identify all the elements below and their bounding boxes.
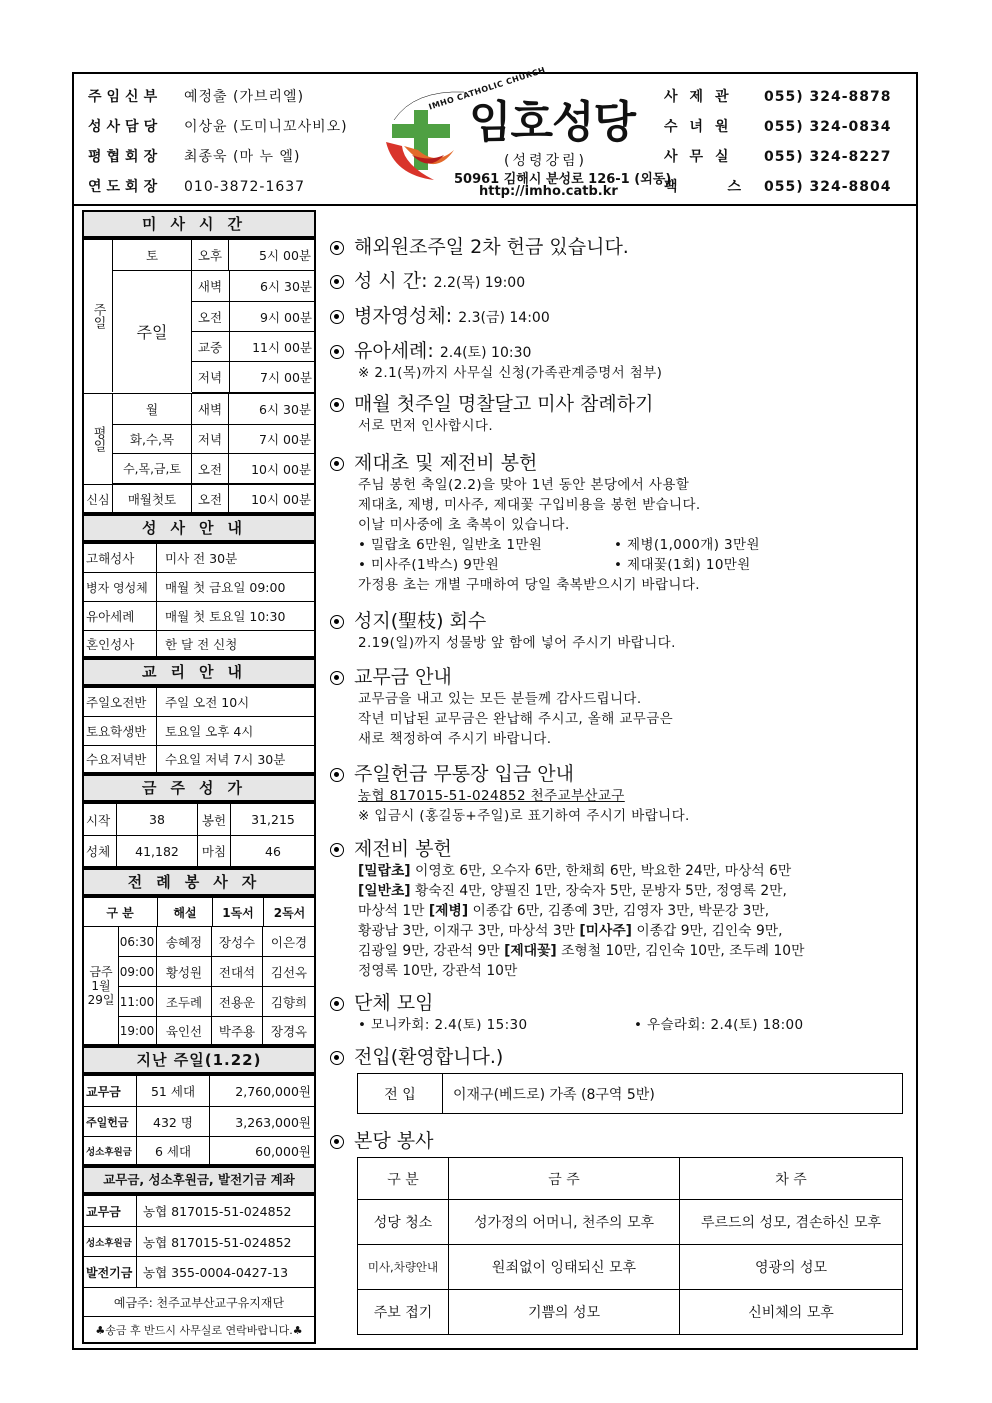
notice-row	[84, 1317, 314, 1342]
notice-title: 본당 봉사	[354, 1130, 434, 1152]
donor-line	[330, 941, 804, 961]
notice-holy-hour	[330, 266, 525, 293]
donor-list: 이영호 6만, 오수자 6만, 한채희 6만, 박요한 24만, 마상석 6만	[410, 863, 792, 879]
hymn-label: 봉헌	[197, 804, 230, 835]
sinsim-group: 신심	[84, 484, 113, 513]
contact-row	[664, 172, 892, 202]
contact-label: 사제관	[664, 89, 741, 105]
hymn-label: 마침	[197, 836, 230, 866]
sacrament-row	[84, 602, 314, 631]
service-task: 미사,차량안내	[358, 1245, 449, 1290]
contact-label: 사무실	[664, 149, 741, 165]
sacrament-label: 고해성사	[86, 551, 135, 566]
contact-value: 055) 324-8227	[764, 149, 892, 165]
sacrament-value: 미사 전 30분	[156, 544, 315, 572]
mass-hour: 9시 00분	[229, 302, 316, 331]
staff-value: 010-3872-1637	[184, 179, 306, 195]
church-address: 50961 김해시 분성로 126-1 (외동)	[454, 172, 672, 187]
sacrament-row	[84, 544, 314, 573]
donor-line	[330, 921, 804, 941]
mass-hour: 7시 00분	[228, 424, 315, 453]
new-member-value: 이재구(베드로) 가족 (8구역 5반)	[443, 1074, 903, 1114]
header-contacts	[664, 82, 892, 202]
mass-row-sunday	[192, 302, 314, 332]
hymn-number: 38	[116, 804, 197, 835]
last-sunday-table	[82, 1074, 316, 1166]
last-count: 6 세대	[136, 1137, 209, 1164]
sunday-label: 주일	[113, 271, 192, 392]
notice-body: 교무금을 내고 있는 모든 분들께 감사드립니다.	[358, 691, 642, 707]
bullet-icon	[330, 398, 344, 412]
donor-list: 이종갑 6만, 김종예 3만, 김영자 3만, 박문강 3만,	[468, 903, 770, 919]
contact-value: 055) 324-8804	[764, 179, 892, 195]
doctrine-label: 수요저녁반	[86, 752, 147, 767]
bullet-icon	[330, 671, 344, 685]
church-name: 임호성당	[469, 97, 636, 148]
accounts-title: 교무금, 성소후원금, 발전기금 계좌	[82, 1166, 316, 1194]
donor-line	[330, 901, 804, 921]
service-table	[357, 1157, 903, 1335]
mass-row-weekday	[113, 454, 314, 484]
donor-list: 마상석 1만	[358, 903, 429, 919]
mass-day: 수,목,금,토	[123, 462, 181, 476]
sunday-group: 주일	[84, 240, 113, 392]
accounts-table	[82, 1194, 316, 1344]
mass-hour: 6시 30분	[229, 271, 316, 301]
mass-time: 저녁	[191, 424, 228, 453]
price-line	[330, 555, 760, 575]
notice-detail: 2.3(금) 14:00	[458, 310, 550, 326]
last-row	[84, 1107, 314, 1137]
servers-head-cell: 1독서	[212, 898, 263, 926]
sacrament-row	[84, 631, 314, 656]
mass-hour: 7시 00분	[229, 362, 316, 392]
server-name: 장성수	[211, 927, 262, 956]
notice-body: ※ 2.1(목)까지 사무실 신청(가족관계증명서 첨부)	[358, 365, 663, 381]
notice-infant-baptism	[330, 336, 662, 383]
service-head: 구 분	[358, 1158, 449, 1200]
group-meeting: • 모니카회: 2.4(토) 15:30	[358, 1017, 528, 1033]
staff-value: 최종욱 (마 누 엘)	[184, 149, 301, 165]
donor-list: 이종갑 9만, 김인숙 9만,	[631, 923, 783, 939]
notice-new-members	[330, 1042, 503, 1069]
notice-name-tag	[330, 389, 653, 436]
logo-caption: IMHO CATHOLIC CHURCH	[427, 65, 547, 112]
server-time: 11:00	[119, 994, 155, 1009]
notice-palm	[330, 606, 676, 653]
notice-title: 유아세례:	[354, 340, 434, 362]
staff-row	[88, 82, 348, 112]
bullet-icon	[330, 843, 344, 857]
bullet-icon	[330, 997, 344, 1011]
server-name: 김향희	[262, 987, 315, 1016]
notice-body: ※ 입금시 (홍길동+주일)로 표기하여 주시기 바랍니다.	[358, 808, 690, 824]
server-name: 김선옥	[262, 957, 315, 986]
notice-title: 성 시 간:	[354, 270, 428, 292]
mass-row-weekday	[113, 393, 314, 425]
bullet-icon	[330, 275, 344, 289]
hymn-number: 31,215	[230, 804, 315, 835]
sacrament-label: 유아세례	[86, 609, 135, 624]
notice-title: 성지(聖枝) 회수	[354, 610, 487, 632]
server-name: 송혜정	[156, 927, 211, 956]
mass-hour: 10시 00분	[228, 454, 315, 483]
account-value: 농협 355-0004-0427-13	[136, 1257, 317, 1287]
staff-label: 성사담당	[88, 119, 163, 135]
mass-day: 매월첫토	[127, 492, 177, 507]
staff-label: 평협회장	[88, 149, 163, 165]
doctrine-label: 주일오전반	[86, 695, 147, 710]
last-row	[84, 1137, 314, 1164]
notice-detail: 2.2(목) 19:00	[433, 275, 526, 291]
servers-row	[119, 1017, 314, 1044]
mass-row-sunday	[192, 362, 314, 393]
mass-time: 오전	[191, 485, 228, 513]
mass-hour: 6시 30분	[228, 394, 315, 424]
notice-bank-transfer	[330, 759, 690, 826]
sacrament-title: 성사안내	[82, 514, 316, 542]
price-line	[330, 535, 760, 555]
notice-title: 해외원조주일 2차 헌금 있습니다.	[354, 236, 629, 258]
mass-day: 화,수,목	[129, 431, 175, 447]
service-head: 차 주	[680, 1158, 903, 1200]
bullet-icon	[330, 345, 344, 359]
weekday-group: 평일	[84, 393, 113, 484]
contact-value: 055) 324-8878	[764, 89, 892, 105]
service-task: 주보 접기	[358, 1290, 449, 1335]
servers-title: 전례봉사자	[82, 868, 316, 896]
notice-dues	[330, 662, 673, 749]
notice-body: 제대초, 제병, 미사주, 제대꽃 구입비용을 봉헌 받습니다.	[358, 497, 701, 513]
donor-list: 정영록 10만, 강관석 10만	[358, 963, 518, 979]
sacrament-label: 혼인성사	[86, 636, 135, 652]
servers-head-cell: 2독서	[263, 898, 315, 926]
service-this-week: 원죄없이 잉태되신 모후	[449, 1245, 680, 1290]
account-row	[84, 1257, 314, 1288]
bullet-icon	[330, 768, 344, 782]
mass-hour: 5시 00분	[228, 240, 315, 270]
server-name: 전대석	[211, 957, 262, 986]
staff-row	[88, 112, 348, 142]
mass-time: 오전	[191, 454, 228, 483]
servers-head-cell: 구 분	[106, 905, 134, 920]
notice-title: 병자영성체:	[354, 305, 453, 327]
doctrine-row	[84, 746, 314, 772]
service-task: 성당 청소	[358, 1200, 449, 1245]
server-name: 육인선	[156, 1017, 211, 1044]
last-label: 주일헌금	[86, 1115, 129, 1129]
staff-value: 이상윤 (도미니꼬사비오)	[184, 119, 348, 135]
staff-value: 예정출 (가브리엘)	[184, 89, 305, 105]
church-subtitle: (성령강림)	[504, 153, 588, 169]
notice-title: 제전비 봉헌	[354, 838, 452, 860]
doctrine-row	[84, 717, 314, 746]
hymn-label: 시작	[86, 812, 111, 828]
notice-body: 가정용 초는 개별 구매하여 당일 축복받으시기 바랍니다.	[358, 577, 700, 593]
contact-row	[664, 82, 892, 112]
notice-title: 단체 모임	[354, 992, 434, 1014]
notice-body: 작년 미납된 교무금은 완납해 주시고, 올해 교무금은	[358, 711, 674, 727]
bullet-icon	[330, 1135, 344, 1149]
price-item: • 제대꽃(1회) 10만원	[614, 557, 751, 573]
notice-groups	[330, 988, 804, 1035]
notice-title: 전입(환영합니다.)	[354, 1046, 504, 1068]
servers-head	[84, 898, 314, 927]
sacrament-table	[82, 542, 316, 658]
server-time: 19:00	[119, 1023, 155, 1038]
last-count: 51 세대	[136, 1076, 209, 1106]
account-value: 농협 817015-51-024852	[136, 1196, 317, 1226]
bullet-icon	[330, 241, 344, 255]
donor-category: [미사주]	[579, 923, 632, 939]
sacrament-value: 한 달 전 신청	[156, 631, 315, 656]
last-amount: 60,000원	[209, 1137, 315, 1164]
mass-day: 월	[145, 402, 159, 417]
notice-candles	[330, 448, 760, 595]
service-head: 금 주	[449, 1158, 680, 1200]
notice-body: 2.19(일)까지 성물방 앞 함에 넣어 주시기 바랍니다.	[358, 635, 676, 651]
account-value: 농협 817015-51-024852	[136, 1227, 317, 1256]
donor-list: 김광일 9만, 강관석 9만	[358, 943, 505, 959]
contact-label: 수녀원	[664, 119, 741, 135]
servers-date: 금주 1월 29일	[84, 927, 119, 1044]
servers-row	[119, 927, 314, 957]
server-time: 09:00	[119, 964, 155, 979]
notice-body: 새로 책정하여 주시기 바랍니다.	[358, 731, 552, 747]
mass-hour: 10시 00분	[228, 485, 315, 513]
group-line	[330, 1015, 804, 1035]
donor-category: [밀랍초]	[358, 863, 411, 879]
new-members-table	[357, 1073, 903, 1114]
mass-times-title: 미사시간	[82, 210, 316, 238]
last-amount: 2,760,000원	[209, 1076, 315, 1106]
doctrine-value: 토요일 오후 4시	[156, 717, 315, 745]
staff-label: 연도회장	[88, 179, 163, 195]
notice-title: 매월 첫주일 명찰달고 미사 참례하기	[354, 393, 654, 415]
last-sunday-title: 지난 주일(1.22)	[82, 1046, 316, 1074]
hymn-number: 41,182	[116, 836, 197, 866]
service-next-week: 신비체의 모후	[680, 1290, 903, 1335]
mass-time: 새벽	[197, 279, 223, 294]
service-this-week: 성가정의 어머니, 천주의 모후	[449, 1200, 680, 1245]
servers-row	[119, 957, 314, 987]
depositor-row	[84, 1288, 314, 1317]
church-url[interactable]: http://imho.catb.kr	[479, 184, 618, 199]
doctrine-table	[82, 686, 316, 774]
price-item: • 제병(1,000개) 3만원	[614, 537, 760, 553]
donor-line	[330, 881, 804, 901]
notice-body: 주님 봉헌 축일(2.2)을 맞아 1년 동안 본당에서 사용할	[358, 477, 690, 493]
hymn-row	[84, 804, 314, 836]
price-item: • 미사주(1박스) 9만원	[358, 557, 500, 573]
last-count: 432 명	[136, 1107, 209, 1136]
bullet-icon	[330, 615, 344, 629]
servers-table	[82, 896, 316, 1046]
mass-hour: 11시 00분	[229, 332, 316, 361]
hymn-row	[84, 836, 314, 866]
donor-category: [제병]	[428, 903, 469, 919]
account-label: 교무금	[86, 1204, 121, 1219]
mass-time: 교중	[197, 339, 223, 355]
mass-time: 저녁	[197, 370, 223, 385]
service-this-week: 기쁨의 성모	[449, 1290, 680, 1335]
last-row	[84, 1076, 314, 1107]
mass-row-sunday	[192, 271, 314, 302]
notice-title: 교무금 안내	[354, 666, 452, 688]
hymn-label: 성체	[86, 844, 111, 859]
header-staff	[88, 82, 348, 202]
mass-row-sunday	[192, 332, 314, 362]
donor-list: 황광남 3만, 이재구 3만, 마상석 3만	[358, 923, 580, 939]
last-amount: 3,263,000원	[209, 1107, 315, 1136]
bank-account: 농협 817015-51-024852 천주교부산교구	[358, 788, 625, 804]
donor-category: [제대꽃]	[504, 943, 557, 959]
last-label: 성소후원금	[86, 1146, 132, 1158]
server-name: 박주용	[211, 1017, 262, 1044]
contact-value: 055) 324-0834	[764, 119, 892, 135]
notice-detail: 2.4(토) 10:30	[439, 345, 532, 361]
doctrine-title: 교리안내	[82, 658, 316, 686]
doctrine-label: 토요학생반	[86, 724, 147, 739]
hymns-title: 금주성가	[82, 774, 316, 802]
depositor: 예금주: 천주교부산교구유지재단	[113, 1295, 285, 1310]
account-label: 발전기금	[86, 1265, 133, 1280]
mass-row-weekday	[113, 424, 314, 454]
hymn-number: 46	[230, 836, 315, 866]
notice-service	[330, 1126, 433, 1153]
server-name: 황성원	[156, 957, 211, 986]
donor-list: 조형철 10만, 김인숙 10만, 조두례 10만	[556, 943, 805, 959]
sacrament-label: 병자 영성체	[86, 580, 148, 595]
donor-list: 황숙진 4만, 양필진 1만, 장숙자 5만, 문방자 5만, 정영록 2만,	[410, 883, 787, 899]
server-name: 전용운	[211, 987, 262, 1016]
price-item: • 밀랍초 6만원, 일반초 1만원	[358, 537, 543, 553]
service-next-week: 영광의 성모	[680, 1245, 903, 1290]
contact-row	[664, 142, 892, 172]
sacrament-value: 매월 첫 금요일 09:00	[156, 573, 315, 601]
doctrine-row	[84, 688, 314, 717]
transfer-notice: ♣송금 후 반드시 사무실로 연락바랍니다.♣	[95, 1323, 303, 1337]
server-name: 조두례	[156, 987, 211, 1016]
contact-row	[664, 112, 892, 142]
notice-body: 서로 먼저 인사합시다.	[358, 418, 494, 434]
new-member-label: 전 입	[358, 1074, 443, 1114]
account-row	[84, 1227, 314, 1257]
mass-times-table	[82, 238, 316, 514]
mass-row-sinsim	[113, 484, 314, 513]
mass-day: 토	[145, 248, 159, 263]
servers-head-cell: 해설	[157, 898, 212, 926]
staff-row	[88, 142, 348, 172]
notice-sick-communion	[330, 301, 550, 328]
notice-title: 주일헌금 무통장 입금 안내	[354, 763, 575, 785]
donor-line	[330, 861, 804, 881]
doctrine-value: 주일 오전 10시	[156, 688, 315, 716]
servers-row	[119, 987, 314, 1017]
bullet-icon	[330, 457, 344, 471]
notice-title: 제대초 및 제전비 봉헌	[354, 452, 538, 474]
notice-foreign-aid	[330, 232, 629, 259]
service-next-week: 루르드의 성모, 겸손하신 모후	[680, 1200, 903, 1245]
mass-time: 오후	[191, 240, 228, 270]
contact-label: 팩스	[664, 179, 792, 195]
doctrine-value: 수요일 저녁 7시 30분	[156, 746, 315, 772]
notice-donations	[330, 834, 804, 981]
server-time: 06:30	[119, 934, 155, 949]
header	[74, 65, 916, 206]
hymns-table	[82, 802, 316, 868]
mass-time: 오전	[197, 309, 223, 325]
bullet-icon	[330, 310, 344, 324]
last-label: 교무금	[86, 1084, 121, 1099]
server-name: 이은경	[262, 927, 315, 956]
account-row	[84, 1196, 314, 1227]
server-name: 장경옥	[262, 1017, 315, 1044]
bullet-icon	[330, 1051, 344, 1065]
group-meeting: • 우슬라회: 2.4(토) 18:00	[634, 1017, 804, 1033]
mass-row-sat	[113, 240, 314, 271]
notice-body: 이날 미사중에 초 축복이 있습니다.	[358, 517, 570, 533]
staff-label: 주임신부	[88, 89, 163, 105]
sacrament-row	[84, 573, 314, 602]
donor-category: [일반초]	[358, 883, 411, 899]
account-label: 성소후원금	[86, 1237, 132, 1249]
sacrament-value: 매월 첫 토요일 10:30	[156, 602, 315, 630]
staff-row	[88, 172, 348, 202]
mass-time: 새벽	[191, 394, 228, 424]
